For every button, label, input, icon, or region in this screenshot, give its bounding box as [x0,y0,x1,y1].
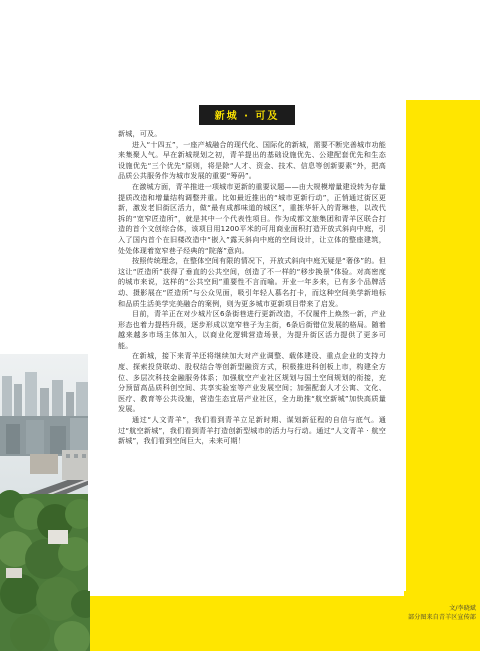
title-wrap [88,104,406,125]
byline [336,604,476,622]
paragraph: 进入“十四五”，一座产城融合的现代化、国际化的新城，需要不断完善城市功能来集聚人气。早在新城规划之初，青羊提出的基础设施优先、公建配套优先和生态设施优先“三个优先”原则，将是除“人才、资金、技术、信息等创新要素”外，把高品质公共服务作为城市发展的重要“筹码”。 [118,139,386,181]
author-credit: 文/李晓斌 [449,605,476,612]
paragraph: 新城，可及。 [118,129,162,138]
paragraph: 通过“人文青羊”，我们看到青羊立足新时期、谋划新征程的自信与底气。通过“航空新城”，我们看到青羊打造创新型城市的活力与行动。通过“人文青羊 · 航空新城”，我们看到空间巨大，未来可期！ [118,415,386,446]
paragraph: 在新城，接下来青羊还将继续加大对产业调整、载体建设、重点企业的支持力度、探索投贷联动、股权结合等创新型融资方式，积极推进科创板上市，构建全方位、多层次科技金融服务体系；加强航空产业社区规划与国土空间规划的衔接，充分预留高品质科创空间、共享实验室等产业发展空间；加强配套人才公寓、文化、医疗、教育等公共设施，营造生态宜居产业社区，全力助推“航空新城”加快高质量发展。 [118,351,386,414]
article-body [118,129,386,447]
article-panel [88,95,406,591]
paragraph: 在激城方面，青羊推进一项城市更新的重要议题——由大规模增量建设转为存量提质改造和增量结构调整并重。比如最近推出的“城市更新行动”，正悄通过街区更新，激发老旧街区活力，做“最有成都味道的城区”，重拣华轩入的青琳巷，以改代拆的“宽窄匠造所”，就是其中一个代表性项目。作为成都文旅集团和青羊区联合打造的首个文创综合体，该项目用1200平米的可用商业面积打造开放式斜向中庭，引入了国内首个在旧楼改造中“嵌入”露天斜向中庭的空间设计，让立体的整座建筑，处处体现着宽窄巷子经典的“院落”意向。 [118,181,386,255]
paragraph: 按照传统理念，在整体空间有限的情况下，开放式斜向中庭无疑是“奢侈”的。但这让“匠造所”获得了垂直的公共空间，创造了不一样的“移步换景”体验。对高密度的城市来说，这样的“公共空间”重要性不言而喻。开业一年多来，已有多个品牌活动、摄影展在“匠造所”与公众见面，吸引年轻人慕名打卡，而这种空间美学新地标和品质生活美学完美融合的案例，则为更多城市更新项目带来了启发。 [118,256,386,308]
paragraph: 目前，青羊正在对少城片区6条街巷进行更新改造，不仅履件上焕然一新，产业形态也着力提档升级，逐步形成以宽窄巷子为主街，6条后街错位发展的格局。随着越来越多市场主体加入，以商业化逻辑营造场景，为提升街区活力提供了更多可能。 [118,309,386,350]
yellow-background-block [404,100,480,651]
article-title: 新城 · 可及 [199,105,296,125]
photo-credit: 部分图来自青羊区宣传部 [407,614,476,621]
city-aerial-photo [0,354,90,651]
